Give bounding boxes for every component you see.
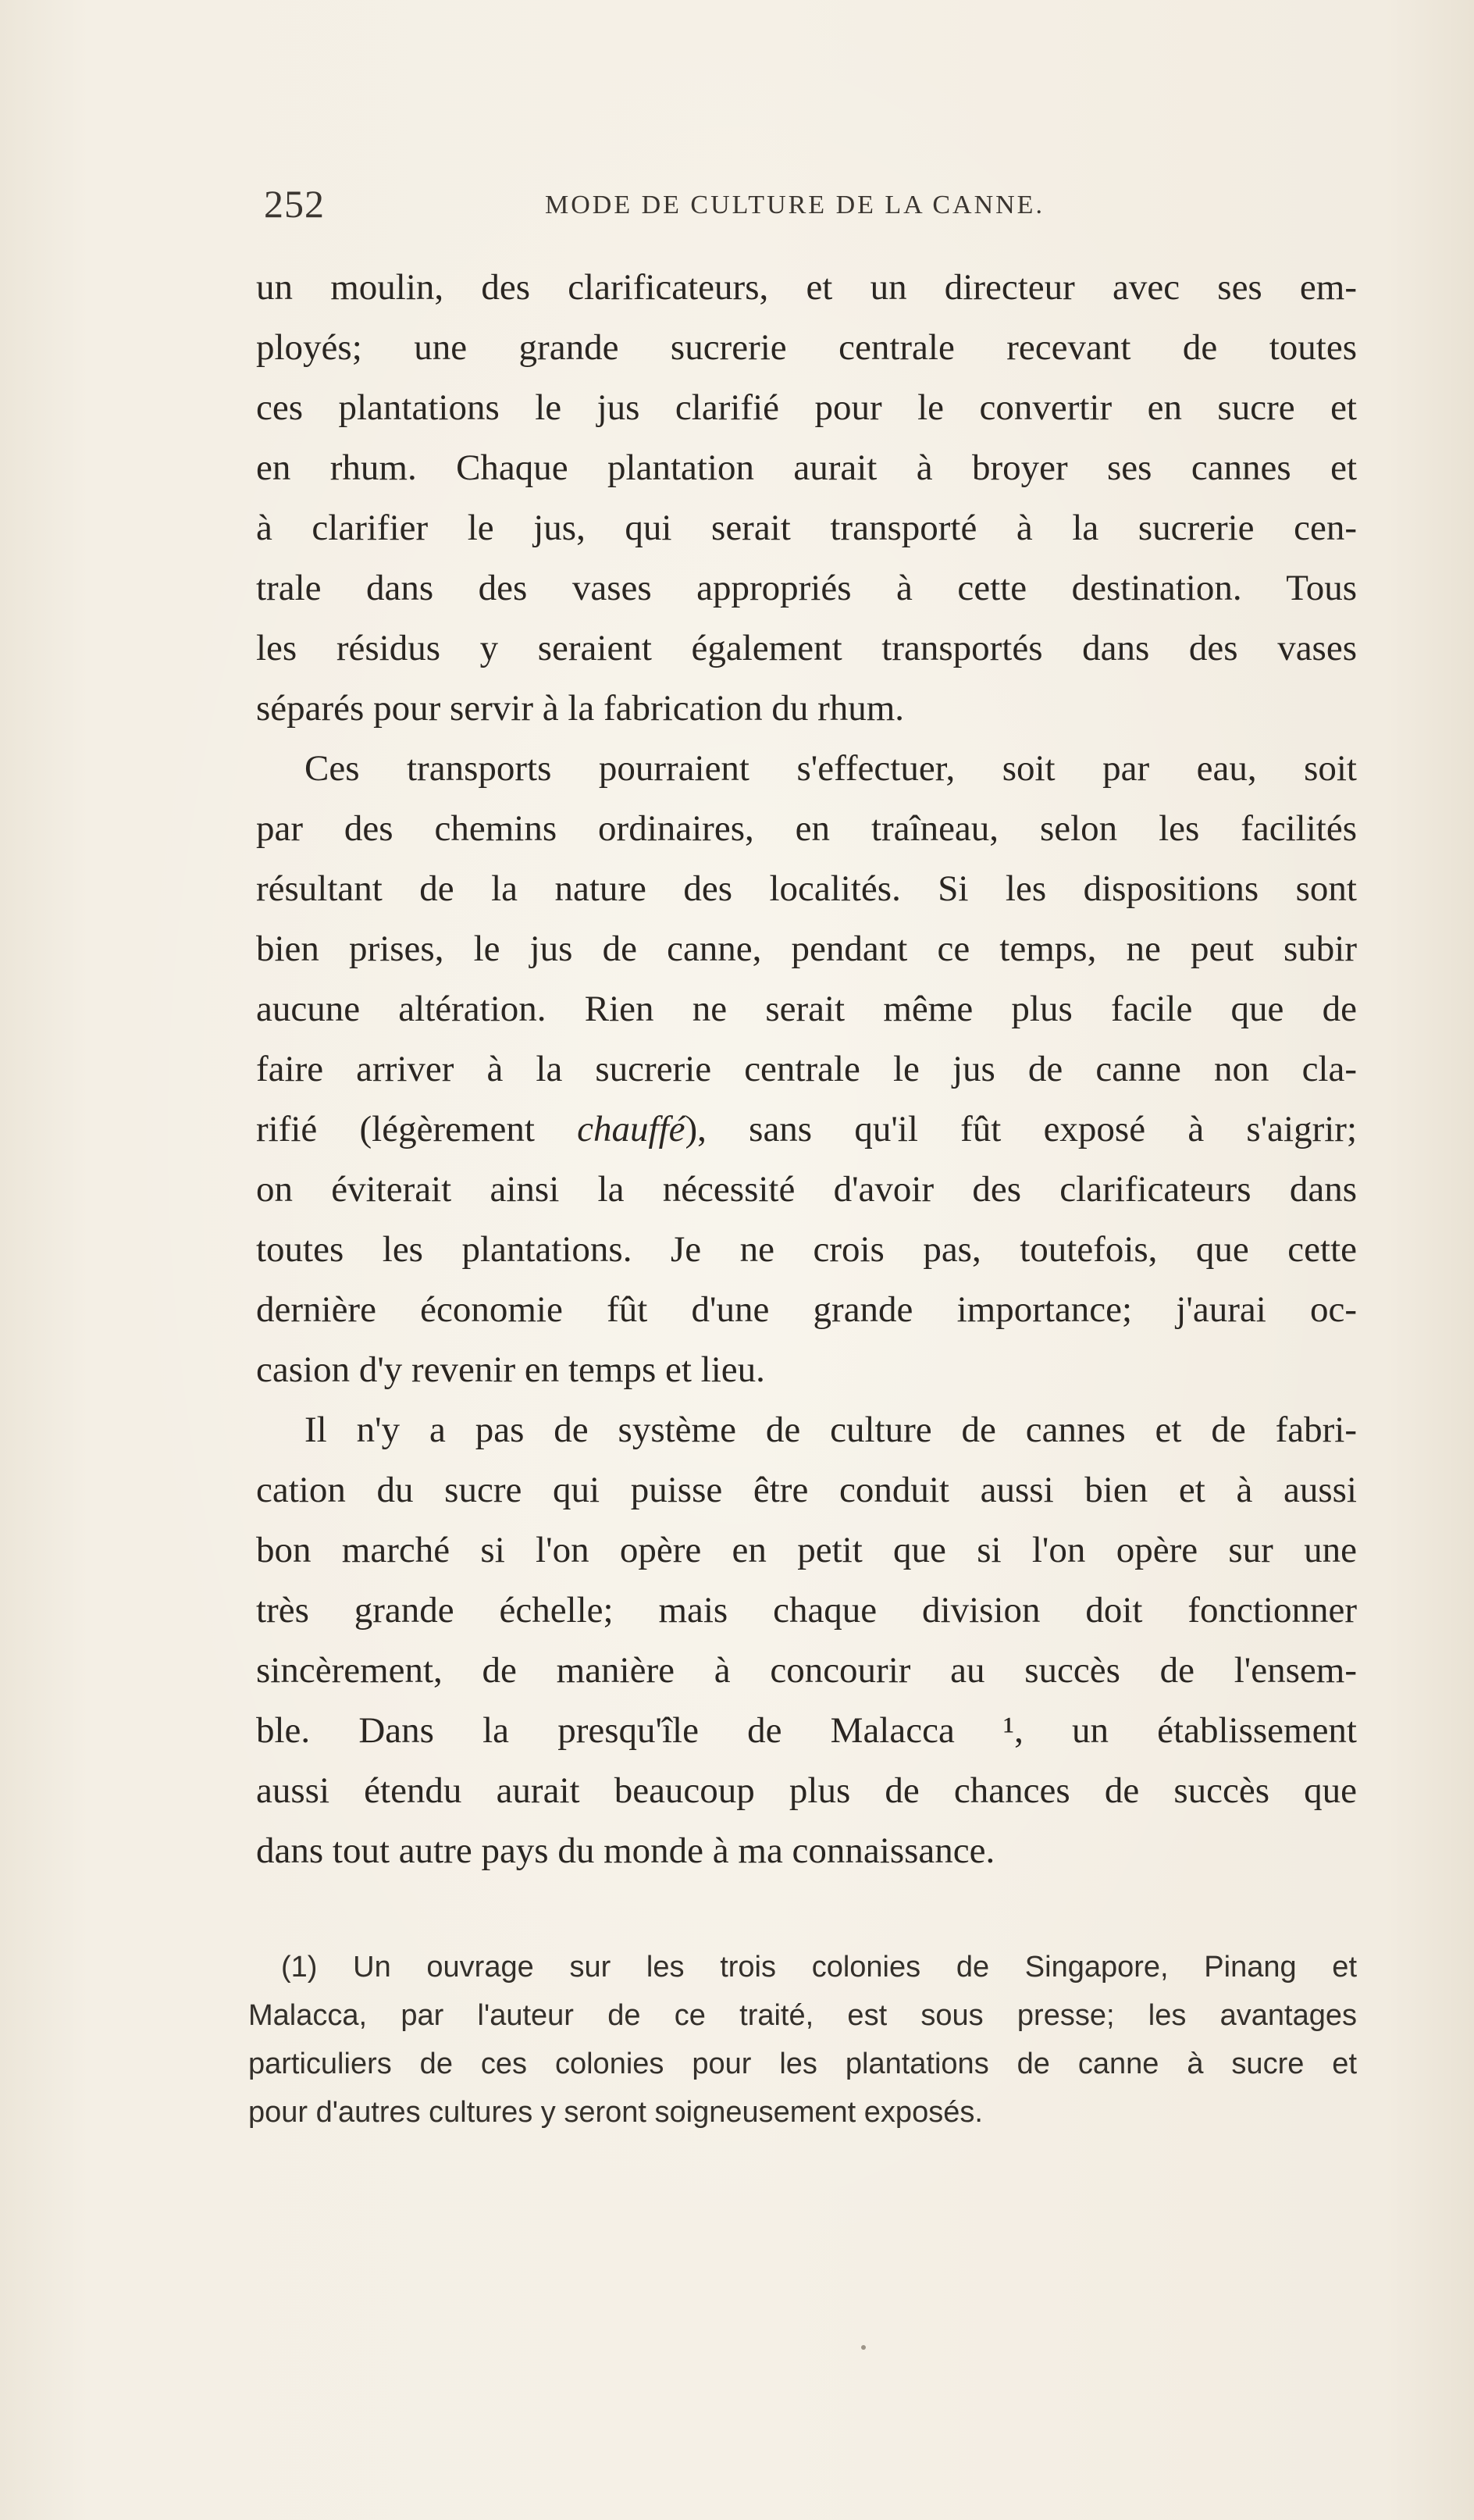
text-line: à clarifier le jus, qui serait transporté à la sucrerie cen-	[256, 508, 1357, 548]
text-line: dernière économie fût d'une grande importance; j'aurai oc-	[256, 1289, 1357, 1330]
text-line: séparés pour servir à la fabrication du rhum.	[256, 688, 905, 729]
text-line: les résidus y seraient également transportés dans des vases	[256, 628, 1357, 668]
text-line: bon marché si l'on opère en petit que si l'on opère sur une	[256, 1530, 1357, 1570]
text-line-with-italic	[256, 1100, 1357, 1160]
text-line: ces plantations le jus clarifié pour le convertir en sucre et	[256, 387, 1357, 428]
italic-word: chauffé	[577, 1109, 685, 1150]
running-title: MODE DE CULTURE DE LA CANNE.	[545, 191, 1045, 219]
text-line: sincèrement, de manière à concourir au succès de l'ensem-	[256, 1650, 1357, 1691]
footnote-line: pour d'autres cultures y seront soigneusement exposés.	[248, 2096, 983, 2129]
page-header	[264, 181, 1357, 236]
text-line: Il n'y a pas de système de culture de cannes et de fabri-	[304, 1410, 1357, 1450]
main-text	[256, 258, 1357, 1881]
text-line: ble. Dans la presqu'île de Malacca ¹, un établissement	[256, 1710, 1357, 1751]
text-line: on éviterait ainsi la nécessité d'avoir des clarificateurs dans	[256, 1169, 1357, 1210]
text-line: aucune altération. Rien ne serait même plus facile que de	[256, 989, 1357, 1029]
text-segment: rifié (légèrement	[256, 1109, 578, 1150]
text-line: résultant de la nature des localités. Si les dispositions sont	[256, 868, 1357, 909]
text-line: ployés; une grande sucrerie centrale recevant de toutes	[256, 327, 1357, 368]
text-line: par des chemins ordinaires, en traîneau, selon les facilités	[256, 808, 1357, 849]
text-line: faire arriver à la sucrerie centrale le jus de canne non cla-	[256, 1049, 1357, 1089]
text-line: trale dans des vases appropriés à cette destination. Tous	[256, 568, 1357, 608]
text-line: toutes les plantations. Je ne crois pas, toutefois, que cette	[256, 1229, 1357, 1270]
paper-speck	[861, 2345, 866, 2350]
text-line: cation du sucre qui puisse être conduit aussi bien et à aussi	[256, 1470, 1357, 1510]
text-segment: ), sans qu'il fût exposé à s'aigrir;	[685, 1109, 1358, 1150]
text-line: aussi étendu aurait beaucoup plus de chances de succès que	[256, 1770, 1357, 1811]
text-line: en rhum. Chaque plantation aurait à broyer ses cannes et	[256, 447, 1357, 488]
text-line: Ces transports pourraient s'effectuer, soit par eau, soit	[304, 748, 1357, 789]
text-line: casion d'y revenir en temps et lieu.	[256, 1349, 765, 1390]
text-line: très grande échelle; mais chaque division doit fonctionner	[256, 1590, 1357, 1631]
text-line: dans tout autre pays du monde à ma connaissance.	[256, 1830, 995, 1871]
text-line: un moulin, des clarificateurs, et un directeur avec ses em-	[256, 267, 1357, 308]
footnote-line: (1) Un ouvrage sur les trois colonies de Singapore, Pinang et	[281, 1951, 1357, 1984]
footnote-line: Malacca, par l'auteur de ce traité, est sous presse; les avantages	[248, 1999, 1357, 2032]
footnote-line: particuliers de ces colonies pour les plantations de canne à sucre et	[248, 2048, 1357, 2080]
text-line: bien prises, le jus de canne, pendant ce temps, ne peut subir	[256, 929, 1357, 969]
page-number: 252	[264, 182, 325, 226]
footnote	[248, 1943, 1357, 2137]
